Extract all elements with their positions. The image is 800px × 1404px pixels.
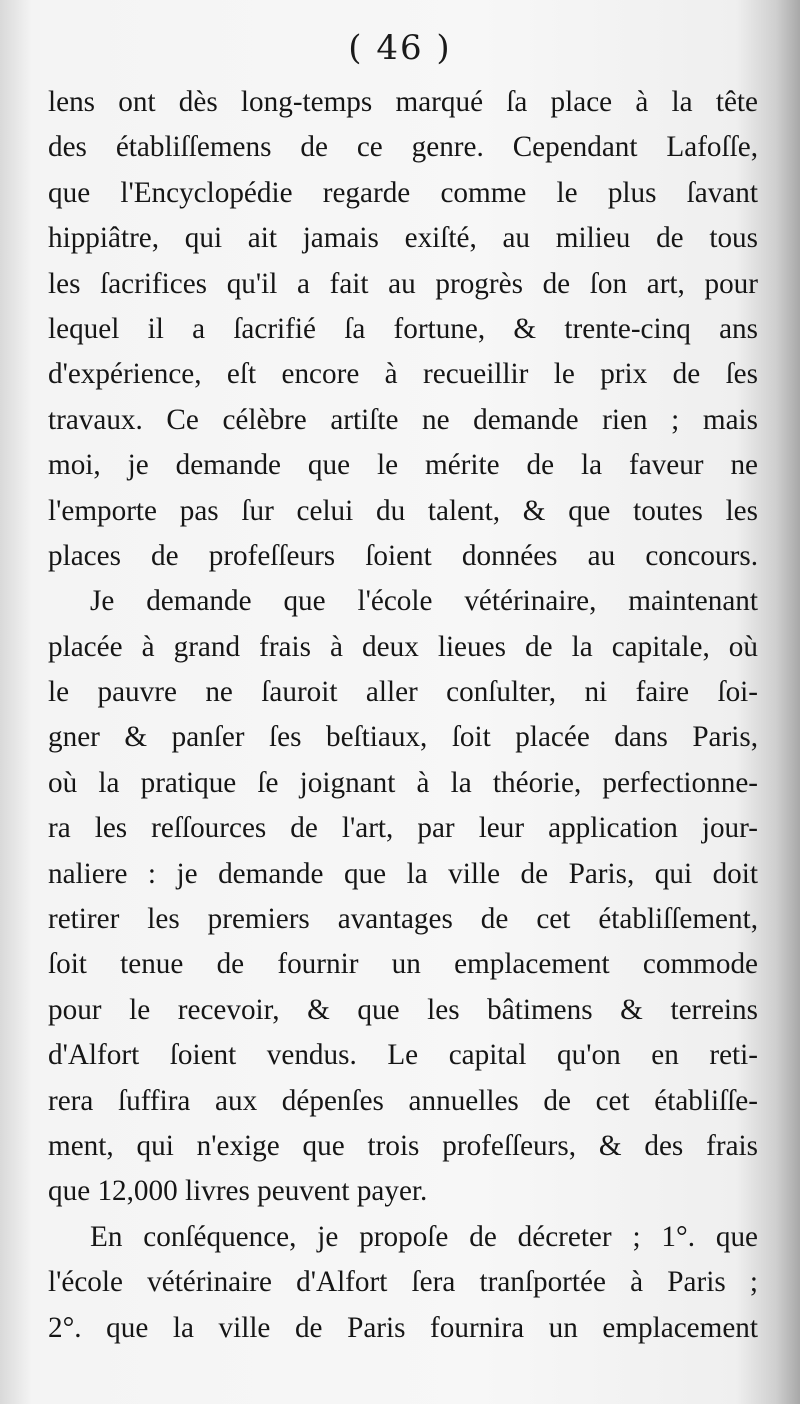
text-line: naliere : je demande que la ville de Paris, qui doit — [48, 857, 758, 890]
text-line: lens ont dès long-temps marqué ſa place à la tête — [48, 86, 758, 118]
text-line: les ſacrifices qu'il a fait au progrès de ſon art, pour — [48, 267, 758, 300]
text-line: placée à grand frais à deux lieues de la capitale, où — [48, 630, 758, 663]
text-line: ment, qui n'exige que trois profeſſeurs, & des frais — [48, 1129, 758, 1162]
paragraph-2 — [48, 579, 758, 1214]
text-line: Je demande que l'école vétérinaire, maintenant — [90, 585, 758, 618]
text-line: ra les reſſources de l'art, par leur application jour- — [48, 812, 758, 845]
text-line: rera ſuffira aux dépenſes annuelles de cet établiſſe- — [48, 1084, 758, 1117]
text-line: où la pratique ſe joignant à la théorie, perfectionne- — [48, 766, 758, 799]
text-line: hippiâtre, qui ait jamais exiſté, au milieu de tous — [48, 222, 758, 255]
text-line: pour le recevoir, & que les bâtimens & terreins — [48, 993, 758, 1026]
text-line: que 12,000 livres peuvent payer. — [48, 1175, 428, 1208]
text-line: l'école vétérinaire d'Alfort ſera tranſportée à Paris ; — [48, 1266, 758, 1299]
text-line: En conſéquence, je propoſe de décreter ; 1°. que — [90, 1220, 758, 1253]
text-line: d'Alfort ſoient vendus. Le capital qu'on en reti- — [48, 1039, 758, 1072]
text-line: moi, je demande que le mérite de la faveur ne — [48, 449, 758, 482]
text-line: gner & panſer ſes beſtiaux, ſoit placée dans Paris, — [48, 721, 758, 754]
text-line: des établiſſemens de ce genre. Cependant Lafoſſe, — [48, 131, 758, 164]
text-line: le pauvre ne ſauroit aller conſulter, ni faire ſoi- — [48, 676, 758, 709]
text-line: ſoit tenue de fournir un emplacement commode — [48, 948, 758, 981]
text-line: lequel il a ſacrifié ſa fortune, & trente-cinq ans — [48, 312, 758, 345]
page-number: ( 46 ) — [348, 28, 452, 68]
paragraph-3 — [48, 1215, 758, 1351]
body-text — [48, 80, 758, 1351]
text-line: que l'Encyclopédie regarde comme le plus ſavant — [48, 176, 758, 209]
text-line: d'expérience, eſt encore à recueillir le prix de ſes — [48, 358, 758, 391]
text-line: places de profeſſeurs ſoient données au concours. — [48, 539, 758, 572]
text-line: travaux. Ce célèbre artiſte ne demande rien ; mais — [48, 403, 758, 436]
paragraph-1 — [48, 80, 758, 579]
text-line: l'emporte pas ſur celui du talent, & que toutes les — [48, 494, 758, 527]
text-line: retirer les premiers avantages de cet établiſſement, — [48, 903, 758, 936]
text-line: 2°. que la ville de Paris fournira un emplacement — [48, 1311, 758, 1344]
